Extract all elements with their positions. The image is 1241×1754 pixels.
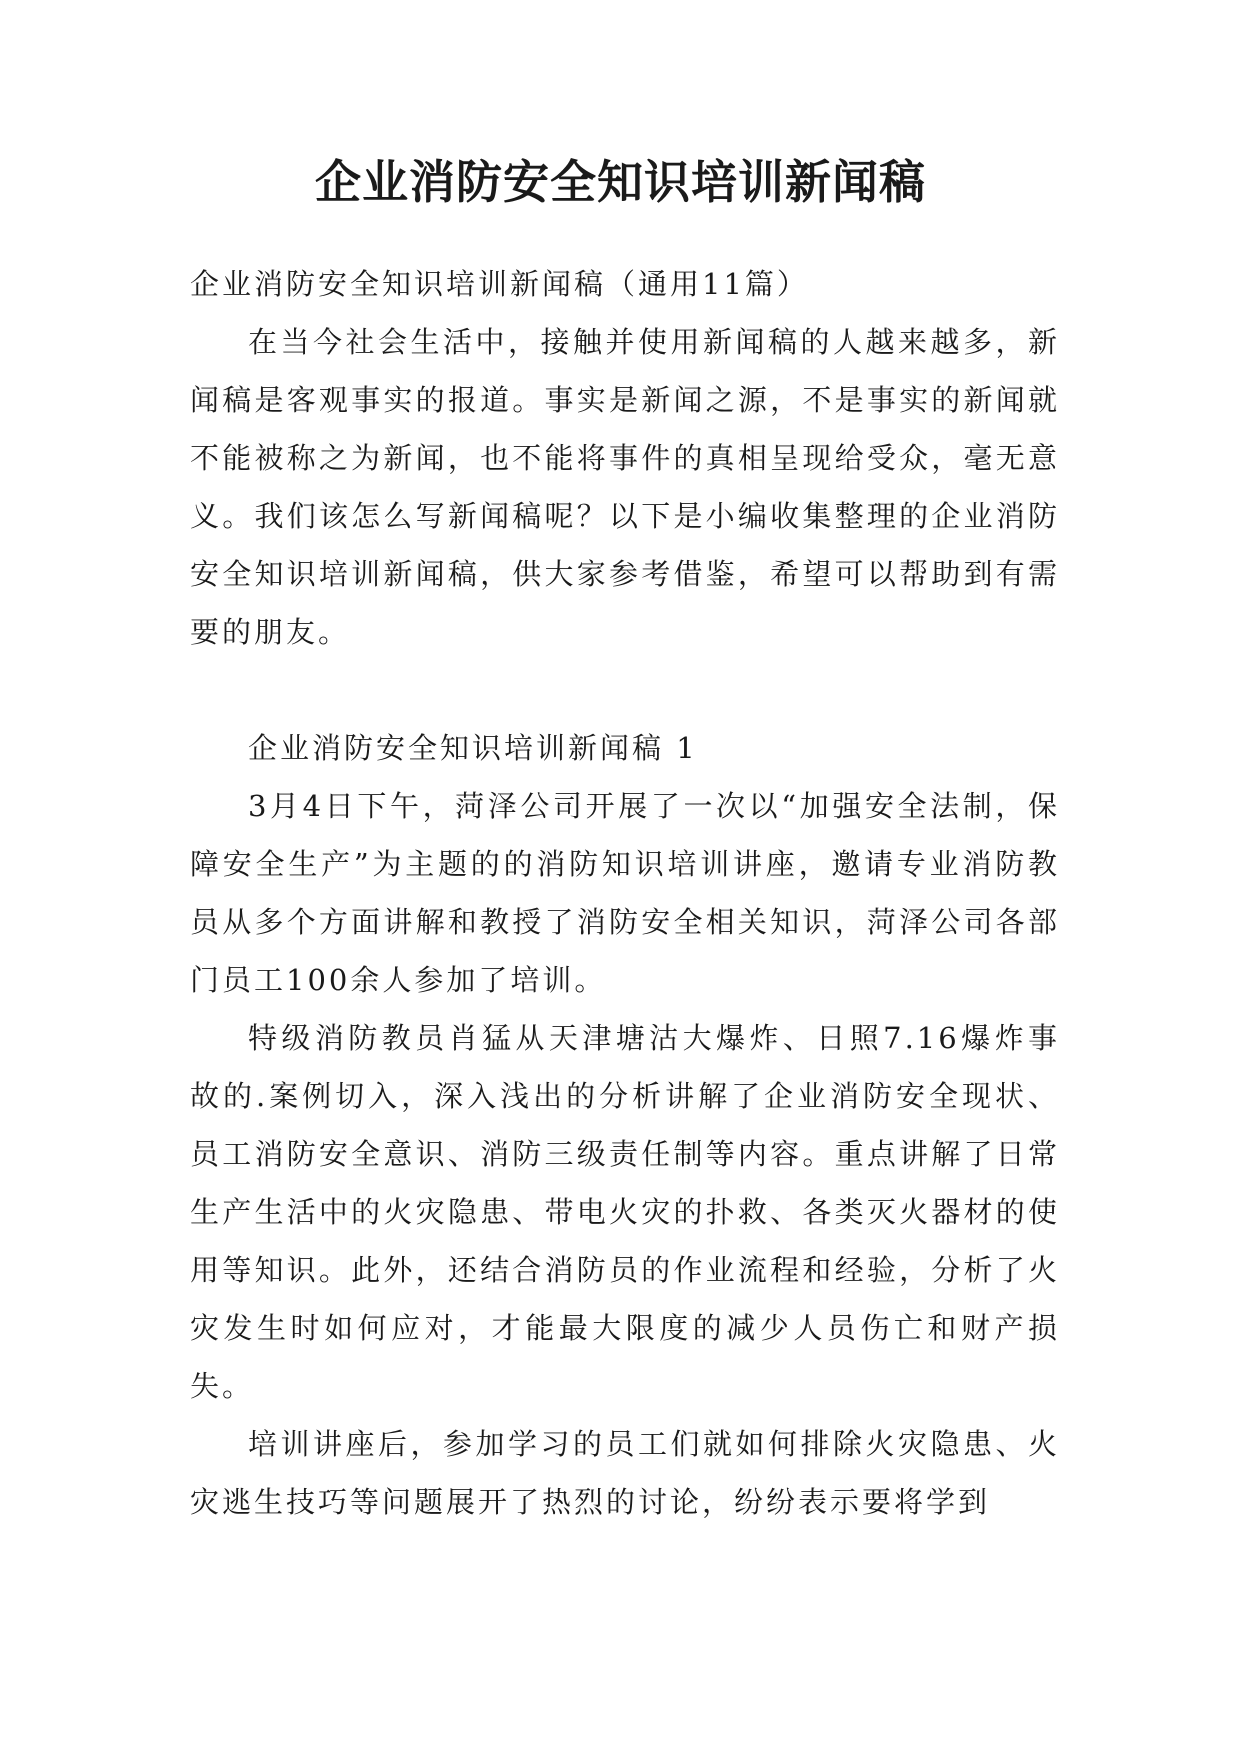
section-spacer <box>190 661 1060 719</box>
section-heading: 企业消防安全知识培训新闻稿 1 <box>248 731 698 765</box>
body-paragraph-3: 培训讲座后，参加学习的员工们就如何排除火灾隐患、火灾逃生技巧等问题展开了热烈的讨论，纷纷表示要将学到 <box>190 1427 1060 1519</box>
intro-paragraph: 在当今社会生活中，接触并使用新闻稿的人越来越多，新闻稿是客观事实的报道。事实是新闻之源，不是事实的新闻就不能被称之为新闻，也不能将事件的真相呈现给受众，毫无意义。我们该怎么写新闻稿呢？以下是小编收集整理的企业消防安全知识培训新闻稿，供大家参考借鉴，希望可以帮助到有需要的朋友。 <box>190 325 1060 649</box>
document-body <box>190 255 1060 1531</box>
body-paragraph-1: 3月4日下午，菏泽公司开展了一次以“加强安全法制，保障安全生产”为主题的的消防知识培训讲座，邀请专业消防教员从多个方面讲解和教授了消防安全相关知识，菏泽公司各部门员工100余人参加了培训。 <box>190 789 1060 997</box>
body-paragraph-2: 特级消防教员肖猛从天津塘沽大爆炸、日照7.16爆炸事故的.案例切入，深入浅出的分析讲解了企业消防安全现状、员工消防安全意识、消防三级责任制等内容。重点讲解了日常生产生活中的火灾隐患、带电火灾的扑救、各类灭火器材的使用等知识。此外，还结合消防员的作业流程和经验，分析了火灾发生时如何应对，才能最大限度的减少人员伤亡和财产损失。 <box>190 1021 1060 1403</box>
document-subtitle: 企业消防安全知识培训新闻稿（通用11篇） <box>190 267 809 301</box>
document-title: 企业消防安全知识培训新闻稿 <box>315 155 926 209</box>
